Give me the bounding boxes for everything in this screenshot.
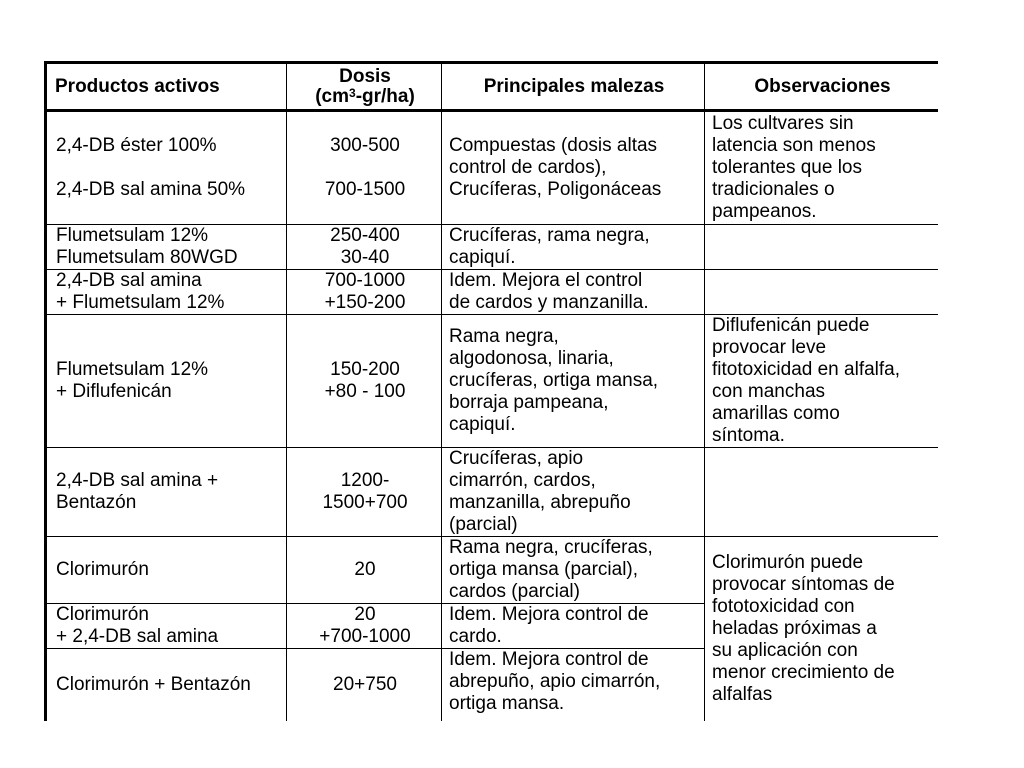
cell-dosis: 20+750 xyxy=(287,649,442,722)
cell-productos: Clorimurón + Bentazón xyxy=(46,649,287,722)
table-row xyxy=(46,537,939,604)
cell-malezas: Idem. Mejora el control de cardos y manzanilla. xyxy=(442,270,705,315)
cell-productos: 2,4-DB éster 100% 2,4-DB sal amina 50% xyxy=(46,111,287,225)
header-productos: Productos activos xyxy=(46,63,287,111)
header-row xyxy=(46,63,939,111)
cell-malezas: Rama negra, algodonosa, linaria, crucíferas, ortiga mansa, borraja pampeana, capiquí. xyxy=(442,315,705,448)
cell-observaciones-empty xyxy=(705,225,939,270)
cell-productos: 2,4-DB sal amina + Flumetsulam 12% xyxy=(46,270,287,315)
cell-productos: 2,4-DB sal amina + Bentazón xyxy=(46,448,287,537)
cell-malezas: Crucíferas, apio cimarrón, cardos, manzanilla, abrepuño (parcial) xyxy=(442,448,705,537)
herbicide-table-container xyxy=(44,61,938,768)
cell-productos: Clorimurón + 2,4-DB sal amina xyxy=(46,604,287,649)
cell-productos: Clorimurón xyxy=(46,537,287,604)
cell-dosis: 20 xyxy=(287,537,442,604)
cell-observaciones-clorimuron: Clorimurón puede provocar síntomas de fototoxicidad con heladas próximas a su aplicación con menor crecimiento de alfalfas xyxy=(705,537,939,722)
table-row xyxy=(46,448,939,537)
cell-malezas: Crucíferas, rama negra, capiquí. xyxy=(442,225,705,270)
cell-malezas: Idem. Mejora control de cardo. xyxy=(442,604,705,649)
cell-dosis: 250-400 30-40 xyxy=(287,225,442,270)
cell-observaciones: Los cultvares sin latencia son menos tolerantes que los tradicionales o pampeanos. xyxy=(705,111,939,225)
cell-malezas: Rama negra, crucíferas, ortiga mansa (parcial), cardos (parcial) xyxy=(442,537,705,604)
header-observaciones: Observaciones xyxy=(705,63,939,111)
table-row xyxy=(46,111,939,225)
cell-observaciones-empty xyxy=(705,448,939,537)
header-malezas: Principales malezas xyxy=(442,63,705,111)
cell-malezas: Compuestas (dosis altas control de cardos), Crucíferas, Poligonáceas xyxy=(442,111,705,225)
cell-dosis: 20 +700-1000 xyxy=(287,604,442,649)
cell-observaciones-empty xyxy=(705,270,939,315)
cell-dosis: 700-1000 +150-200 xyxy=(287,270,442,315)
header-dosis: Dosis $(cm^3-gr/ha)$ xyxy=(287,63,442,111)
cell-dosis: 1200- 1500+700 xyxy=(287,448,442,537)
table-row xyxy=(46,315,939,448)
table-row xyxy=(46,225,939,270)
herbicide-table xyxy=(44,61,938,721)
cell-malezas: Idem. Mejora control de abrepuño, apio cimarrón, ortiga mansa. xyxy=(442,649,705,722)
cell-dosis: 300-500 700-1500 xyxy=(287,111,442,225)
cell-productos: Flumetsulam 12% + Diflufenicán xyxy=(46,315,287,448)
cell-productos: Flumetsulam 12% Flumetsulam 80WGD xyxy=(46,225,287,270)
cell-dosis: 150-200 +80 - 100 xyxy=(287,315,442,448)
table-row xyxy=(46,270,939,315)
cell-observaciones: Diflufenicán puede provocar leve fitotoxicidad en alfalfa, con manchas amarillas como síntoma. xyxy=(705,315,939,448)
